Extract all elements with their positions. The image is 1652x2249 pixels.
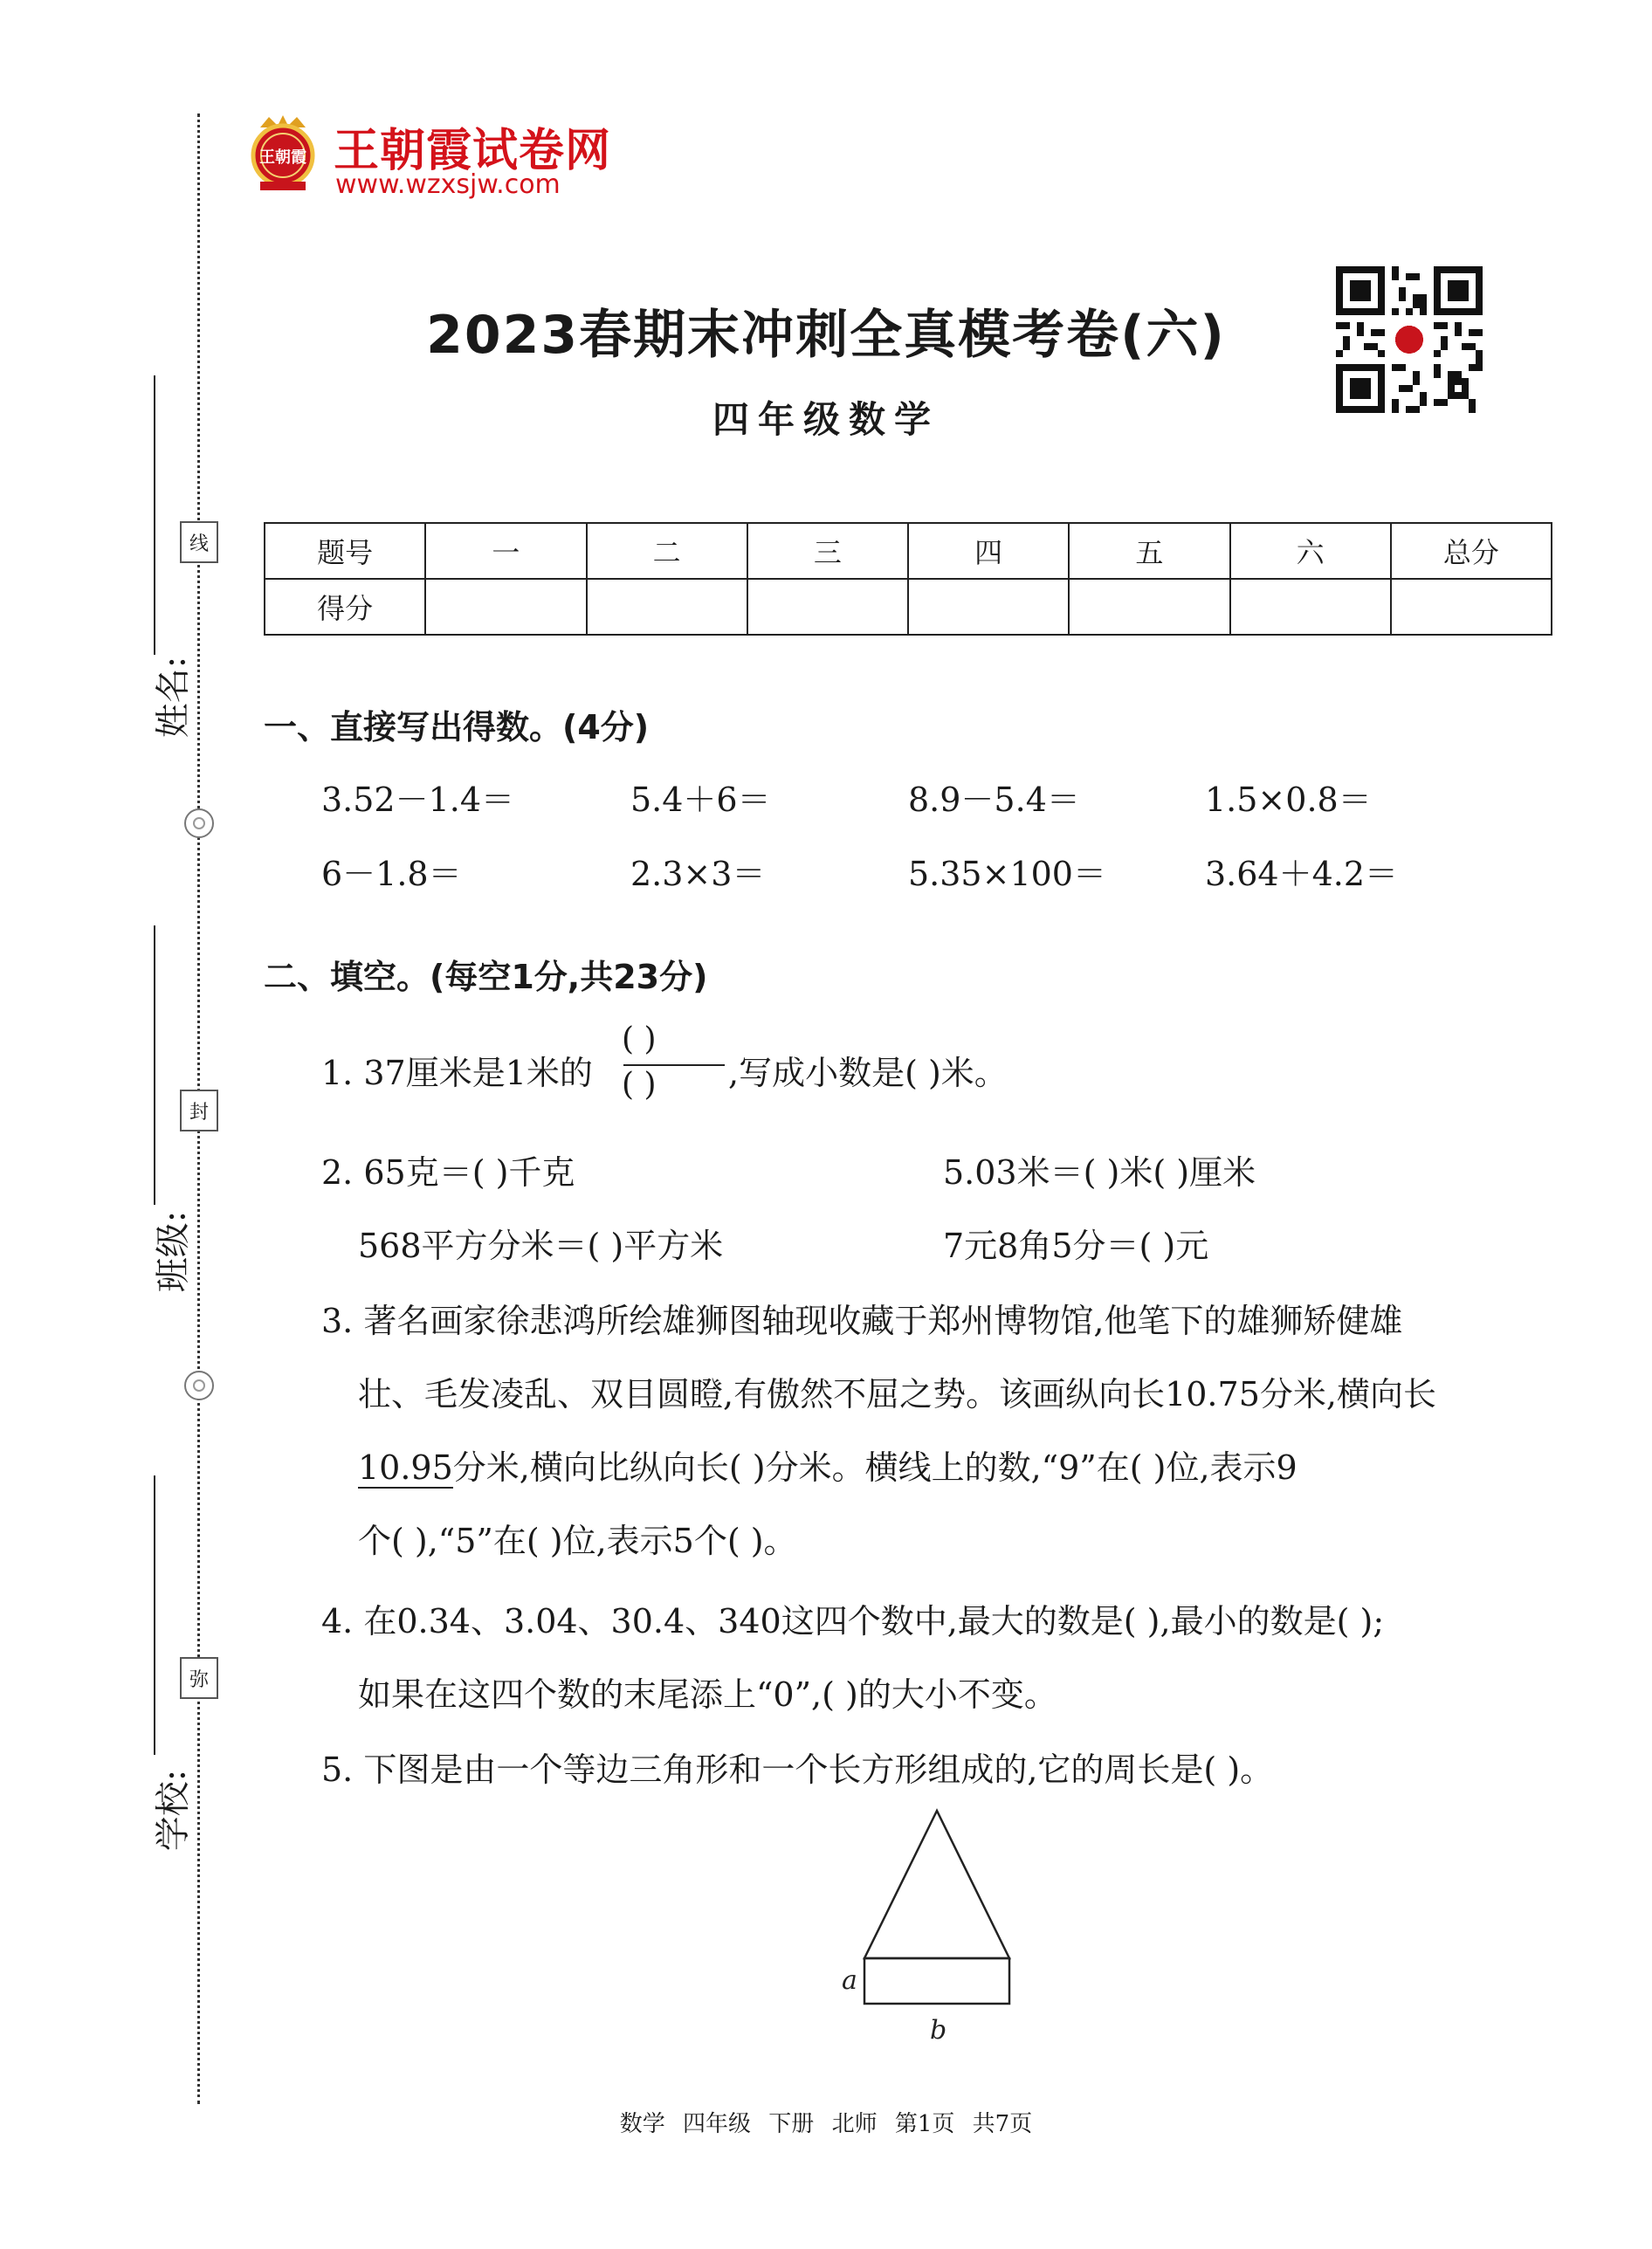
q4-line1: 4. 在0.34、3.04、30.4、340这四个数中,最大的数是( ),最小的数是( ); [321, 1602, 1385, 1640]
q1-prefix: 1. 37厘米是1米的 [321, 1054, 593, 1092]
name-label: 姓名: [153, 656, 194, 739]
triangle-rectangle-figure [821, 1799, 1065, 2060]
page-subtitle: 四年级数学 [712, 398, 940, 441]
q3-line1: 3. 著名画家徐悲鸿所绘雄狮图轴现收藏于郑州博物馆,他笔下的雄狮矫健雄 [321, 1302, 1403, 1340]
class-write-line [154, 925, 155, 1205]
logo-url: www.wzxsjw.com [335, 169, 561, 200]
q4-line2: 如果在这四个数的末尾添上“0”,( )的大小不变。 [358, 1675, 1057, 1714]
q2-item-b: 5.03米＝( )米( )厘米 [943, 1153, 1256, 1192]
q2-item-a: 2. 65克＝( )千克 [321, 1153, 575, 1192]
fraction-denominator-blank: ( ) [622, 1067, 657, 1103]
calc-item: 5.4＋6＝ [630, 781, 771, 819]
page-title: 2023春期末冲刺全真模考卷(六) [426, 305, 1226, 366]
calc-item: 8.9－5.4＝ [908, 781, 1080, 819]
section2-title: 二、填空。(每空1分,共23分) [264, 958, 708, 996]
score-cell[interactable] [908, 579, 1069, 635]
score-cell[interactable] [1069, 579, 1229, 635]
logo-name: 王朝霞试卷网 [334, 125, 612, 177]
underlined-number: 10.95 [358, 1448, 453, 1487]
score-header-cell: 五 [1069, 523, 1229, 579]
score-cell[interactable] [747, 579, 908, 635]
q1-fraction-blank[interactable] [622, 1021, 726, 1109]
page-footer: 数学 四年级 下册 北师 第1页 共7页 [619, 2111, 1033, 2137]
calc-item: 3.52－1.4＝ [321, 781, 515, 819]
class-label: 班级: [153, 1210, 194, 1293]
score-header-cell: 题号 [265, 523, 425, 579]
q1-suffix: ,写成小数是( )米。 [728, 1054, 1008, 1092]
fraction-numerator-blank: ( ) [622, 1021, 657, 1057]
binding-char-xian: 线 [180, 521, 218, 563]
fraction-bar [623, 1064, 725, 1066]
q3-line2: 壮、毛发凌乱、双目圆瞪,有傲然不屈之势。该画纵向长10.75分米,横向长 [358, 1375, 1436, 1413]
score-cell[interactable] [587, 579, 747, 635]
qr-code-icon [1336, 266, 1483, 413]
q3-line3 [358, 1441, 1298, 1489]
score-header-cell: 一 [425, 523, 586, 579]
calc-item: 5.35×100＝ [908, 855, 1106, 893]
q3-line4: 个( ),“5”在( )位,表示5个( )。 [358, 1522, 797, 1560]
label-b: b [930, 2015, 947, 2046]
score-header-cell: 三 [747, 523, 908, 579]
calc-item: 2.3×3＝ [630, 855, 766, 893]
school-label: 学校: [153, 1769, 194, 1852]
calc-item: 3.64＋4.2＝ [1205, 855, 1399, 893]
equilateral-triangle [864, 1811, 1009, 1958]
score-cell[interactable] [425, 579, 586, 635]
binding-char-mi: 弥 [180, 1657, 218, 1699]
q2-item-c: 568平方分米＝( )平方米 [358, 1227, 724, 1265]
binding-circle [184, 1371, 214, 1400]
score-cell[interactable] [1391, 579, 1552, 635]
score-table [264, 522, 1552, 636]
score-table-score-row [265, 579, 1552, 635]
score-header-cell: 六 [1230, 523, 1391, 579]
calc-item: 1.5×0.8＝ [1205, 781, 1372, 819]
logo-badge-text: 王朝霞 [259, 148, 306, 167]
calc-item: 6－1.8＝ [321, 855, 462, 893]
score-cell[interactable] [1230, 579, 1391, 635]
q2-item-d: 7元8角5分＝( )元 [943, 1227, 1209, 1265]
rectangle [864, 1958, 1009, 2004]
score-header-cell: 四 [908, 523, 1069, 579]
score-header-cell: 总分 [1391, 523, 1552, 579]
label-a: a [842, 1965, 857, 1996]
school-write-line [154, 1475, 155, 1755]
binding-circle [184, 808, 214, 838]
score-header-cell: 二 [587, 523, 747, 579]
section1-title: 一、直接写出得数。(4分) [264, 708, 650, 746]
q5-line1: 5. 下图是由一个等边三角形和一个长方形组成的,它的周长是( )。 [321, 1750, 1274, 1789]
binding-char-feng: 封 [180, 1090, 218, 1131]
score-table-header-row [265, 523, 1552, 579]
q3-line3-text: 分米,横向比纵向长( )分米。横线上的数,“9”在( )位,表示9 [452, 1448, 1298, 1487]
logo-badge-icon [248, 112, 318, 192]
score-row-label: 得分 [265, 579, 425, 635]
